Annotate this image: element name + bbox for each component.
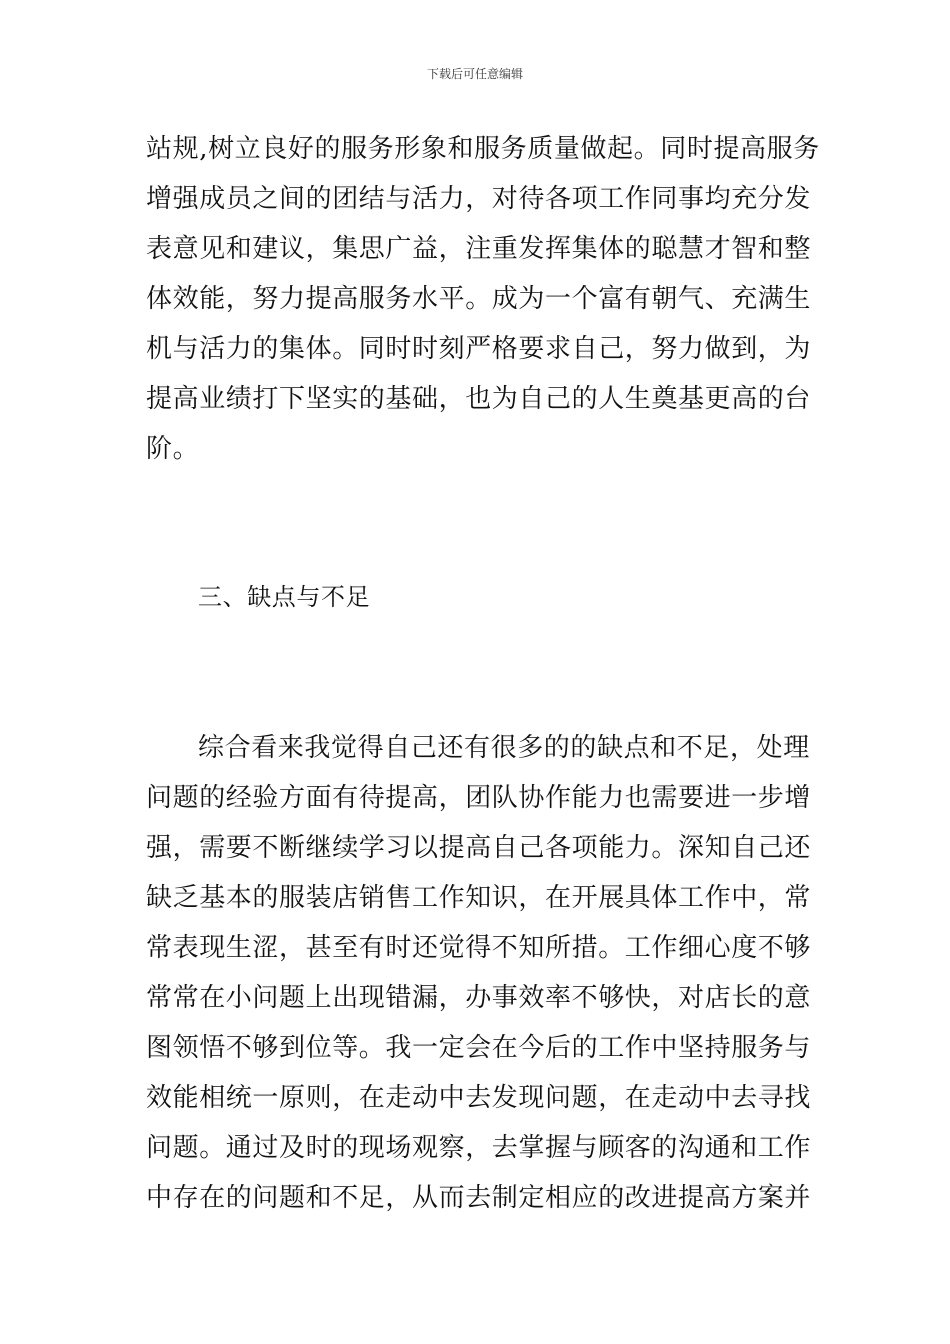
paragraph-line: 问题。通过及时的现场观察，去掌握与顾客的沟通和工作 bbox=[146, 1133, 812, 1163]
paragraph-line: 问题的经验方面有待提高，团队协作能力也需要进一步增 bbox=[146, 783, 812, 813]
paragraph-line: 提高业绩打下坚实的基础，也为自己的人生奠基更高的台 bbox=[146, 384, 812, 414]
paragraph-line: 常常在小问题上出现错漏，办事效率不够快，对店长的意 bbox=[146, 983, 812, 1013]
paragraph-line: 强，需要不断继续学习以提高自己各项能力。深知自己还 bbox=[146, 833, 812, 863]
paragraph-line: 站规,树立良好的服务形象和服务质量做起。同时提高服务 bbox=[146, 134, 820, 164]
paragraph-line: 表意见和建议，集思广益，注重发挥集体的聪慧才智和整 bbox=[146, 234, 812, 264]
paragraph-line: 增强成员之间的团结与活力，对待各项工作同事均充分发 bbox=[146, 184, 812, 214]
page-header-note: 下载后可任意编辑 bbox=[426, 67, 523, 81]
paragraph-line: 图领悟不够到位等。我一定会在今后的工作中坚持服务与 bbox=[146, 1033, 812, 1063]
paragraph-line: 阶。 bbox=[146, 434, 200, 464]
section-heading: 三、缺点与不足 bbox=[198, 583, 371, 611]
paragraph-line: 中存在的问题和不足，从而去制定相应的改进提高方案并 bbox=[146, 1183, 812, 1213]
paragraph-line: 缺乏基本的服装店销售工作知识，在开展具体工作中，常 bbox=[146, 883, 812, 913]
paragraph-line: 体效能，努力提高服务水平。成为一个富有朝气、充满生 bbox=[146, 284, 812, 314]
paragraph-line: 综合看来我觉得自己还有很多的的缺点和不足，处理 bbox=[198, 733, 810, 763]
paragraph-line: 常表现生涩，甚至有时还觉得不知所措。工作细心度不够 bbox=[146, 933, 812, 963]
paragraph-line: 机与活力的集体。同时时刻严格要求自己，努力做到，为 bbox=[146, 334, 812, 364]
paragraph-line: 效能相统一原则，在走动中去发现问题，在走动中去寻找 bbox=[146, 1083, 812, 1113]
